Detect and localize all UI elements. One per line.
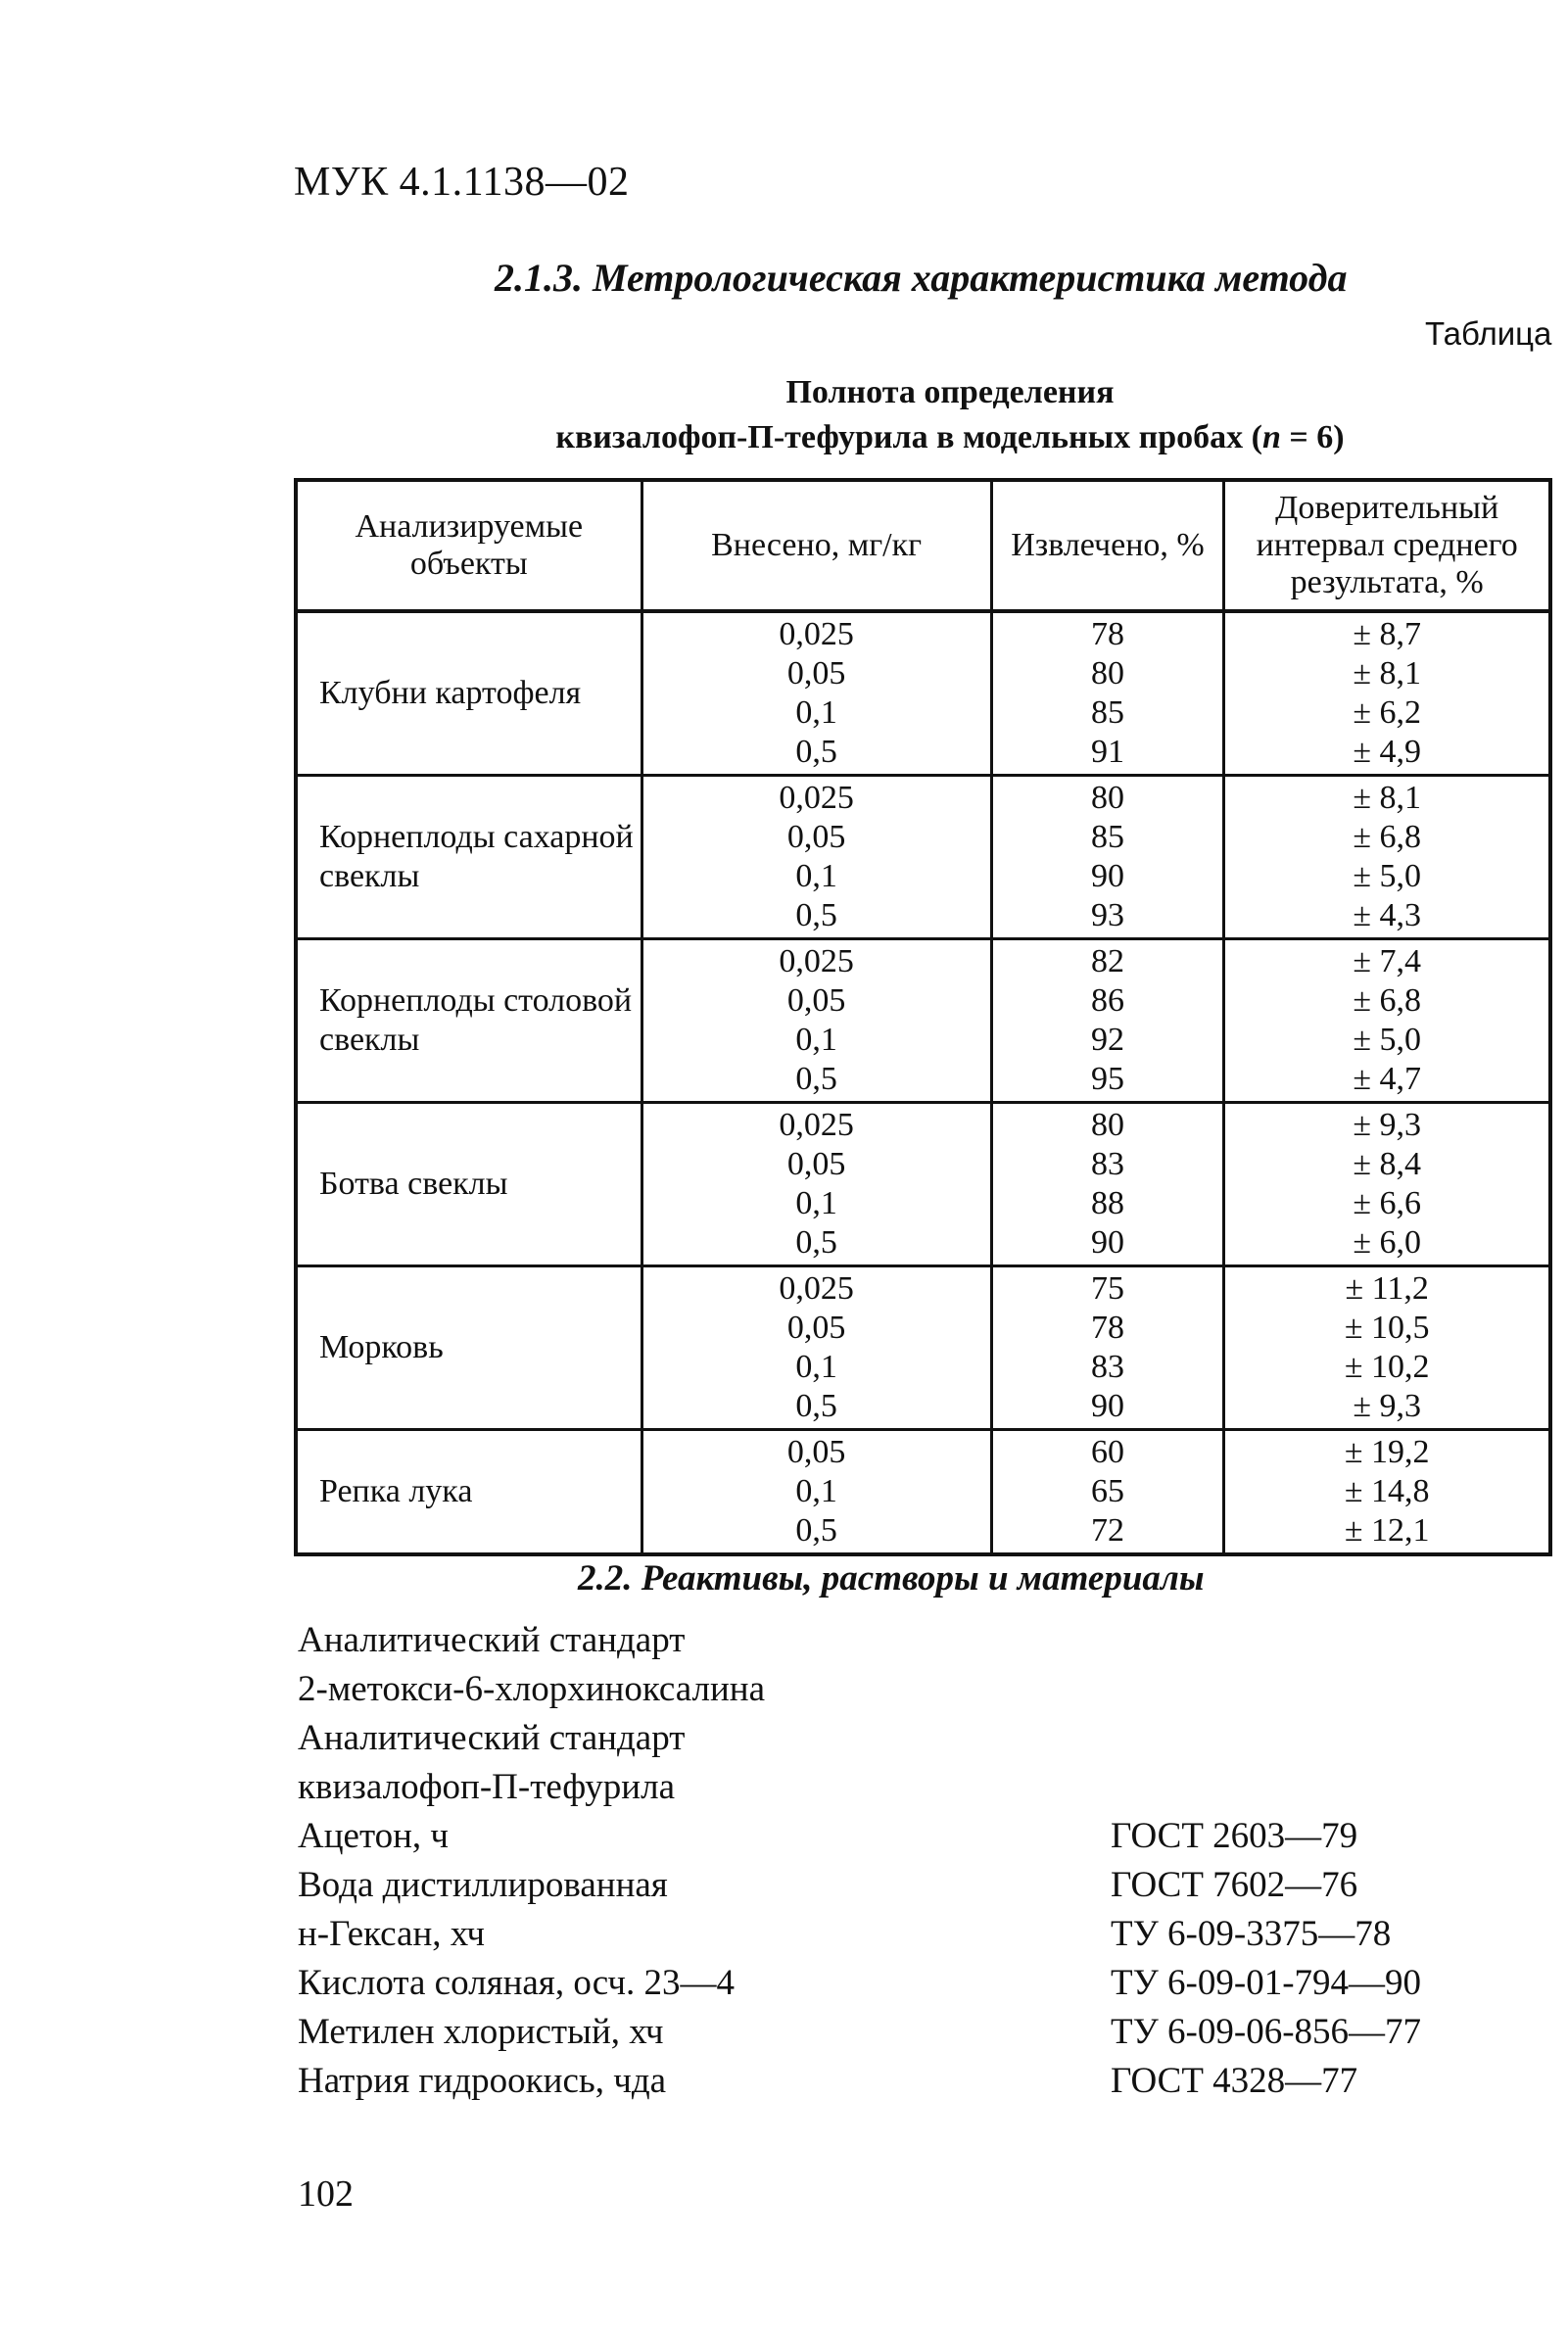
value-added: 0,5	[795, 1224, 837, 1261]
value-interval: ± 19,2	[1344, 1434, 1430, 1470]
value-added: 0,025	[779, 780, 854, 816]
added-cell	[641, 1430, 991, 1555]
value-recovered: 83	[1091, 1146, 1124, 1182]
interval-cell	[1224, 939, 1550, 1103]
added-cell	[641, 1103, 991, 1266]
material-name: Вода дистиллированная	[298, 1865, 668, 1905]
material-item	[298, 2008, 1568, 2057]
value-recovered: 90	[1091, 1388, 1124, 1424]
added-cell	[641, 1266, 991, 1430]
value-added: 0,5	[795, 734, 837, 770]
value-recovered: 75	[1091, 1270, 1124, 1307]
table-row	[296, 611, 1550, 776]
table-row	[296, 776, 1550, 939]
material-standard: ТУ 6-09-3375—78	[1111, 1914, 1392, 1954]
material-item	[298, 1616, 1568, 1665]
recovered-cell	[991, 1103, 1224, 1266]
recovered-cell	[991, 611, 1224, 776]
value-interval: ± 5,0	[1353, 858, 1422, 894]
value-added: 0,5	[795, 1061, 837, 1097]
value-added: 0,05	[786, 1310, 846, 1346]
header-objects: Анализируемые объекты	[296, 480, 641, 611]
value-recovered: 82	[1091, 943, 1124, 979]
material-name: Аналитический стандарт	[298, 1718, 686, 1758]
material-name: Метилен хлористый, хч	[298, 2012, 664, 2052]
value-added: 0,1	[795, 858, 837, 894]
materials-list	[298, 1616, 1568, 2106]
value-recovered: 85	[1091, 819, 1124, 855]
material-name: н-Гексан, хч	[298, 1914, 486, 1954]
table-label: Таблица	[1425, 315, 1552, 352]
value-recovered: 85	[1091, 694, 1124, 731]
value-added: 0,1	[795, 1473, 837, 1509]
value-recovered: 90	[1091, 858, 1124, 894]
value-added: 0,025	[779, 1270, 854, 1307]
value-interval: ± 10,5	[1344, 1310, 1430, 1346]
value-interval: ± 6,2	[1353, 694, 1422, 731]
object-cell: Репка лука	[296, 1430, 641, 1555]
material-name: Ацетон, ч	[298, 1816, 450, 1856]
interval-cell	[1224, 611, 1550, 776]
interval-cell	[1224, 1103, 1550, 1266]
added-cell	[641, 611, 991, 776]
material-name: квизалофоп-П-тефурила	[298, 1767, 675, 1807]
material-standard: ГОСТ 7602—76	[1111, 1865, 1358, 1905]
material-item	[298, 1763, 1568, 1812]
value-recovered: 92	[1091, 1022, 1124, 1058]
value-interval: ± 8,7	[1353, 616, 1422, 652]
material-item	[298, 1959, 1568, 2008]
material-standard: ТУ 6-09-01-794—90	[1111, 1963, 1422, 2003]
material-name: Аналитический стандарт	[298, 1620, 686, 1660]
value-interval: ± 7,4	[1353, 943, 1422, 979]
value-recovered: 78	[1091, 1310, 1124, 1346]
value-recovered: 60	[1091, 1434, 1124, 1470]
object-cell: Корнеплоды столовой свеклы	[296, 939, 641, 1103]
material-item	[298, 1861, 1568, 1910]
table-caption-line-1: Полнота определения	[785, 374, 1115, 410]
table-row	[296, 1430, 1550, 1555]
table-header-row	[296, 480, 1550, 611]
material-name: Натрия гидроокись, чда	[298, 2061, 667, 2101]
value-added: 0,05	[786, 1434, 846, 1470]
object-cell: Ботва свеклы	[296, 1103, 641, 1266]
value-recovered: 83	[1091, 1349, 1124, 1385]
header-recovered: Извлечено, %	[991, 480, 1224, 611]
material-item	[298, 1910, 1568, 1959]
value-added: 0,1	[795, 1022, 837, 1058]
header-interval: Доверительный интервал среднего результата, %	[1224, 480, 1550, 611]
table-caption	[294, 370, 1568, 460]
value-interval: ± 9,3	[1353, 1388, 1422, 1424]
value-interval: ± 6,8	[1353, 819, 1422, 855]
value-added: 0,1	[795, 694, 837, 731]
value-recovered: 86	[1091, 982, 1124, 1019]
interval-cell	[1224, 776, 1550, 939]
added-cell	[641, 939, 991, 1103]
value-added: 0,1	[795, 1185, 837, 1221]
recovered-cell	[991, 939, 1224, 1103]
material-item	[298, 1714, 1568, 1763]
section-heading: 2.1.3. Метрологическая характеристика метода	[495, 256, 1348, 300]
interval-cell	[1224, 1266, 1550, 1430]
header-added: Внесено, мг/кг	[641, 480, 991, 611]
value-interval: ± 6,6	[1353, 1185, 1422, 1221]
value-interval: ± 8,1	[1353, 780, 1422, 816]
value-added: 0,05	[786, 982, 846, 1019]
value-interval: ± 6,8	[1353, 982, 1422, 1019]
table-row	[296, 939, 1550, 1103]
subsection-heading: 2.2. Реактивы, растворы и материалы	[578, 1558, 1205, 1598]
value-interval: ± 5,0	[1353, 1022, 1422, 1058]
value-interval: ± 8,1	[1353, 655, 1422, 692]
interval-cell	[1224, 1430, 1550, 1555]
object-cell: Морковь	[296, 1266, 641, 1430]
object-cell: Корнеплоды сахарной свеклы	[296, 776, 641, 939]
value-interval: ± 10,2	[1344, 1349, 1430, 1385]
value-interval: ± 11,2	[1345, 1270, 1429, 1307]
material-item	[298, 1665, 1568, 1714]
page-number: 102	[298, 2173, 354, 2215]
value-recovered: 80	[1091, 655, 1124, 692]
material-name: Кислота соляная, осч. 23—4	[298, 1963, 736, 2003]
document-id: МУК 4.1.1138—02	[294, 160, 630, 205]
value-added: 0,025	[779, 1107, 854, 1143]
value-added: 0,05	[786, 819, 846, 855]
value-recovered: 95	[1091, 1061, 1124, 1097]
value-added: 0,1	[795, 1349, 837, 1385]
value-added: 0,025	[779, 616, 854, 652]
value-recovered: 72	[1091, 1512, 1124, 1549]
value-added: 0,5	[795, 897, 837, 933]
value-interval: ± 4,9	[1353, 734, 1422, 770]
table-body	[296, 611, 1550, 1554]
table-caption-line-2: квизалофоп-П-тефурила в модельных пробах (n = 6)	[555, 419, 1345, 455]
recovery-table	[294, 478, 1552, 1556]
value-recovered: 80	[1091, 780, 1124, 816]
material-standard: ГОСТ 2603—79	[1111, 1816, 1358, 1856]
value-recovered: 80	[1091, 1107, 1124, 1143]
table-row	[296, 1266, 1550, 1430]
value-interval: ± 6,0	[1353, 1224, 1422, 1261]
value-interval: ± 4,7	[1353, 1061, 1422, 1097]
material-standard: ТУ 6-09-06-856—77	[1111, 2012, 1422, 2052]
object-cell: Клубни картофеля	[296, 611, 641, 776]
value-recovered: 78	[1091, 616, 1124, 652]
value-added: 0,05	[786, 655, 846, 692]
material-standard: ГОСТ 4328—77	[1111, 2061, 1358, 2101]
value-interval: ± 14,8	[1344, 1473, 1430, 1509]
value-recovered: 65	[1091, 1473, 1124, 1509]
material-item	[298, 1812, 1568, 1861]
value-added: 0,05	[786, 1146, 846, 1182]
recovered-cell	[991, 1266, 1224, 1430]
value-added: 0,5	[795, 1512, 837, 1549]
value-interval: ± 9,3	[1353, 1107, 1422, 1143]
table-row	[296, 1103, 1550, 1266]
material-item	[298, 2057, 1568, 2106]
recovered-cell	[991, 1430, 1224, 1555]
recovered-cell	[991, 776, 1224, 939]
value-added: 0,025	[779, 943, 854, 979]
value-recovered: 91	[1091, 734, 1124, 770]
material-name: 2-метокси-6-хлорхиноксалина	[298, 1669, 765, 1709]
value-recovered: 90	[1091, 1224, 1124, 1261]
value-added: 0,5	[795, 1388, 837, 1424]
added-cell	[641, 776, 991, 939]
value-interval: ± 8,4	[1353, 1146, 1422, 1182]
value-interval: ± 12,1	[1344, 1512, 1430, 1549]
value-recovered: 88	[1091, 1185, 1124, 1221]
value-interval: ± 4,3	[1353, 897, 1422, 933]
value-recovered: 93	[1091, 897, 1124, 933]
